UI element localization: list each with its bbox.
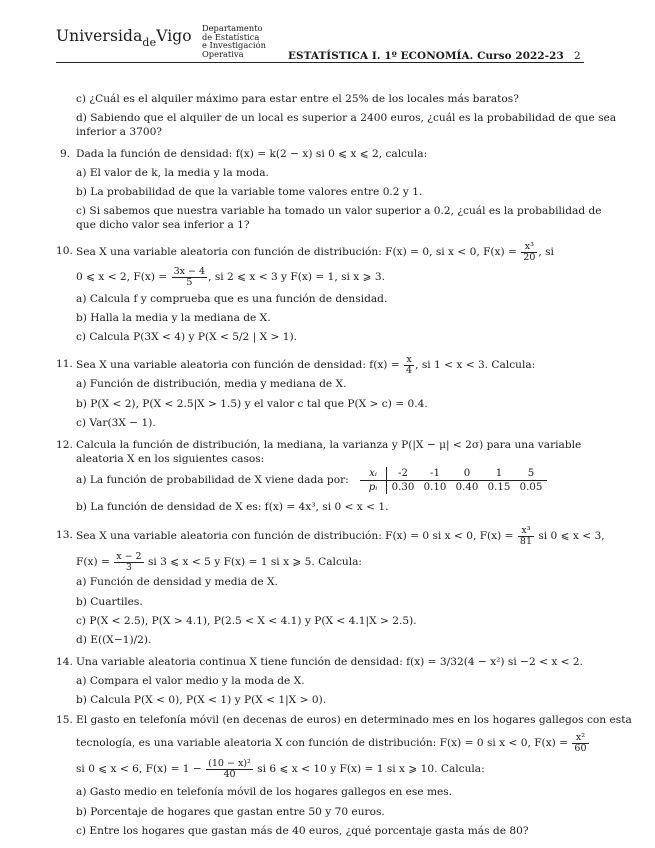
q10-frac2-num: 3x − 4	[173, 265, 206, 277]
q15-stem-line2	[76, 730, 590, 756]
q15-frac2-num: (10 − x)²	[208, 757, 251, 769]
q13-stem2a: F(x) =	[76, 556, 114, 568]
q10-b: b) Halla la media y la mediana de X.	[76, 312, 271, 324]
q15-frac1-num: x²	[572, 733, 588, 744]
header-rule	[56, 62, 584, 63]
q15-number: 15.	[56, 714, 73, 726]
table-cell: 0.10	[423, 482, 447, 493]
university-logo	[56, 27, 192, 49]
q10-stem-line1	[76, 239, 554, 265]
table-row-p	[360, 481, 547, 495]
q14-number: 14.	[56, 656, 73, 668]
q13-frac1-num: x³	[518, 526, 534, 537]
table-cell: -2	[387, 467, 420, 481]
q13-stem1a: Sea X una variable aleatoria con función de distribución: F(x) = 0 si x < 0, F(x) =	[76, 530, 517, 542]
q13-stem1b: si 0 ⩽ x < 3,	[535, 530, 605, 542]
q10-stem1a: Sea X una variable aleatoria con función de distribución: F(x) = 0, si x < 0, F(x) =	[76, 246, 521, 258]
q9-stem: Dada la función de densidad: f(x) = k(2 − x) si 0 ⩽ x ⩽ 2, calcula:	[76, 148, 428, 160]
table-cell: 0.05	[519, 482, 543, 493]
logo-text-2: Vigo	[156, 27, 192, 45]
q11-a: a) Función de distribución, media y mediana de X.	[76, 378, 347, 390]
table-cell: 5	[515, 467, 547, 481]
q15-c: c) Entre los hogares que gastan más de 40 euros, ¿qué porcentaje gasta más de 80?	[76, 825, 529, 837]
table-label-x: xᵢ	[360, 467, 387, 481]
table-cell: 0.40	[455, 482, 479, 493]
q8-d-line1: d) Sabiendo que el alquiler de un local es superior a 2400 euros, ¿cuál es la probabilidad de que sea	[76, 112, 617, 124]
q15-stem3b: si 6 ⩽ x < 10 y F(x) = 1 si x ⩾ 10. Calcula:	[253, 763, 485, 775]
q13-stem-line2	[76, 549, 362, 575]
q13-frac2-num: x − 2	[116, 550, 142, 562]
q13-d: d) E((X−1)/2).	[76, 634, 152, 646]
dept-line-4: Operativa	[202, 48, 244, 59]
q14-b: b) Calcula P(X < 0), P(X < 1) y P(X < 1|X > 0).	[76, 694, 327, 706]
q10-frac1-den: 20	[523, 251, 536, 263]
q12-number: 12.	[56, 439, 73, 451]
table-cell: 0.30	[391, 482, 415, 493]
q10-stem2b: , si 2 ⩽ x < 3 y F(x) = 1, si x ⩾ 3.	[208, 271, 385, 283]
table-cell: 0.15	[487, 482, 511, 493]
q13-stem2b: si 3 ⩽ x < 5 y F(x) = 1 si x ⩾ 5. Calcula:	[144, 556, 362, 568]
q13-number: 13.	[56, 529, 73, 541]
q11-stem	[76, 352, 535, 378]
course-title: ESTATÍSTICA I. 1º ECONOMÍA. Curso 2022-23	[288, 50, 564, 62]
q10-stem2a: 0 ⩽ x < 2, F(x) =	[76, 271, 171, 283]
q15-frac1-den: 60	[574, 742, 587, 754]
q10-c: c) Calcula P(3X < 4) y P(X < 5/2 | X > 1).	[76, 331, 297, 343]
q14-a: a) Compara el valor medio y la moda de X.	[76, 675, 305, 687]
q10-fraction-1	[521, 242, 537, 263]
q10-frac1-num: x³	[521, 242, 537, 253]
q15-stem-line1: El gasto en telefonía móvil (en decenas de euros) en determinado mes en los hogares gallegos con esta	[76, 714, 632, 726]
q13-stem-line1	[76, 523, 605, 549]
q15-fraction-2	[206, 759, 253, 780]
q11-frac-den: 4	[406, 364, 413, 376]
dept-line-1: Departamento	[202, 23, 263, 33]
q10-frac2-den: 5	[186, 276, 193, 288]
q15-b: b) Porcentaje de hogares que gastan entre 50 y 70 euros.	[76, 806, 385, 818]
q8-c: c) ¿Cuál es el alquiler máximo para estar entre el 25% de los locales más baratos?	[76, 93, 519, 105]
q11-frac-num: x	[404, 355, 414, 366]
probability-table	[360, 467, 547, 494]
q13-b: b) Cuartiles.	[76, 596, 143, 608]
table-cell: -1	[419, 467, 451, 481]
q12-b: b) La función de densidad de X es: f(x) = 4x³, si 0 < x < 1.	[76, 501, 389, 513]
q10-fraction-2	[172, 267, 207, 288]
q15-stem2a: tecnología, es una variable aleatoria X con función de distribución: F(x) = 0 si x < 0, F(x) =	[76, 737, 572, 749]
q10-a: a) Calcula f y comprueba que es una función de densidad.	[76, 293, 388, 305]
q9-number: 9.	[60, 148, 71, 160]
q8-d-line2: inferior a 3700?	[76, 126, 162, 138]
q12-stem-line2: aleatoria X en los siguientes casos:	[76, 453, 265, 465]
q12-a: a) La función de probabilidad de X viene dada por:	[76, 474, 349, 486]
q15-a: a) Gasto medio en telefonía móvil de los hogares gallegos en ese mes.	[76, 786, 453, 798]
department-name	[202, 24, 266, 58]
q11-stem-b: , si 1 < x < 3. Calcula:	[415, 359, 536, 371]
logo-text-1: Universida	[56, 27, 143, 45]
q15-frac2-den: 40	[223, 768, 236, 780]
q10-stem1b: , si	[538, 246, 554, 258]
table-row-x	[360, 467, 547, 481]
q9-c-line2: que dicho valor sea inferior a 1?	[76, 219, 250, 231]
q9-a: a) El valor de k, la media y la moda.	[76, 167, 269, 179]
page-header	[56, 24, 584, 62]
q10-stem-line2	[76, 264, 385, 290]
probability-table-grid	[360, 467, 547, 494]
dept-line-2: de Estatística	[202, 31, 260, 42]
table-cell: 0	[451, 467, 483, 481]
q13-fraction-1	[518, 526, 534, 547]
q10-number: 10.	[56, 245, 73, 257]
q9-c-line1: c) Si sabemos que nuestra variable ha tomado un valor superior a 0.2, ¿cuál es la probabilidad de	[76, 205, 602, 217]
q13-a: a) Función de densidad y media de X.	[76, 576, 278, 588]
q15-stem3a: si 0 ⩽ x < 6, F(x) = 1 −	[76, 763, 206, 775]
q15-stem-line3	[76, 756, 485, 782]
dept-line-3: e Investigación	[202, 40, 266, 51]
page-number: 2	[574, 50, 581, 62]
logo-text-de: de	[142, 36, 157, 49]
q12-stem-line1: Calcula la función de distribución, la mediana, la varianza y P(|X − μ| < 2σ) para una variable	[76, 439, 582, 451]
q11-b: b) P(X < 2), P(X < 2.5|X > 1.5) y el valor c tal que P(X > c) = 0.4.	[76, 398, 428, 410]
q13-c: c) P(X < 2.5), P(X > 4.1), P(2.5 < X < 4.1) y P(X < 4.1|X > 2.5).	[76, 615, 417, 627]
q11-c: c) Var(3X − 1).	[76, 417, 156, 429]
table-cell: 1	[483, 467, 515, 481]
q13-frac2-den: 3	[125, 561, 132, 573]
q9-b: b) La probabilidad de que la variable tome valores entre 0.2 y 1.	[76, 186, 423, 198]
q15-fraction-1	[572, 733, 588, 754]
q11-stem-a: Sea X una variable aleatoria con función de densidad: f(x) =	[76, 359, 404, 371]
table-label-p: pᵢ	[360, 481, 387, 495]
q11-number: 11.	[56, 358, 73, 370]
q13-frac1-den: 81	[519, 535, 532, 547]
q13-fraction-2	[114, 552, 143, 573]
q11-fraction	[404, 355, 414, 376]
q14-stem: Una variable aleatoria continua X tiene función de densidad: f(x) = 3/32(4 − x²) si −2 < x < 2.	[76, 656, 584, 668]
